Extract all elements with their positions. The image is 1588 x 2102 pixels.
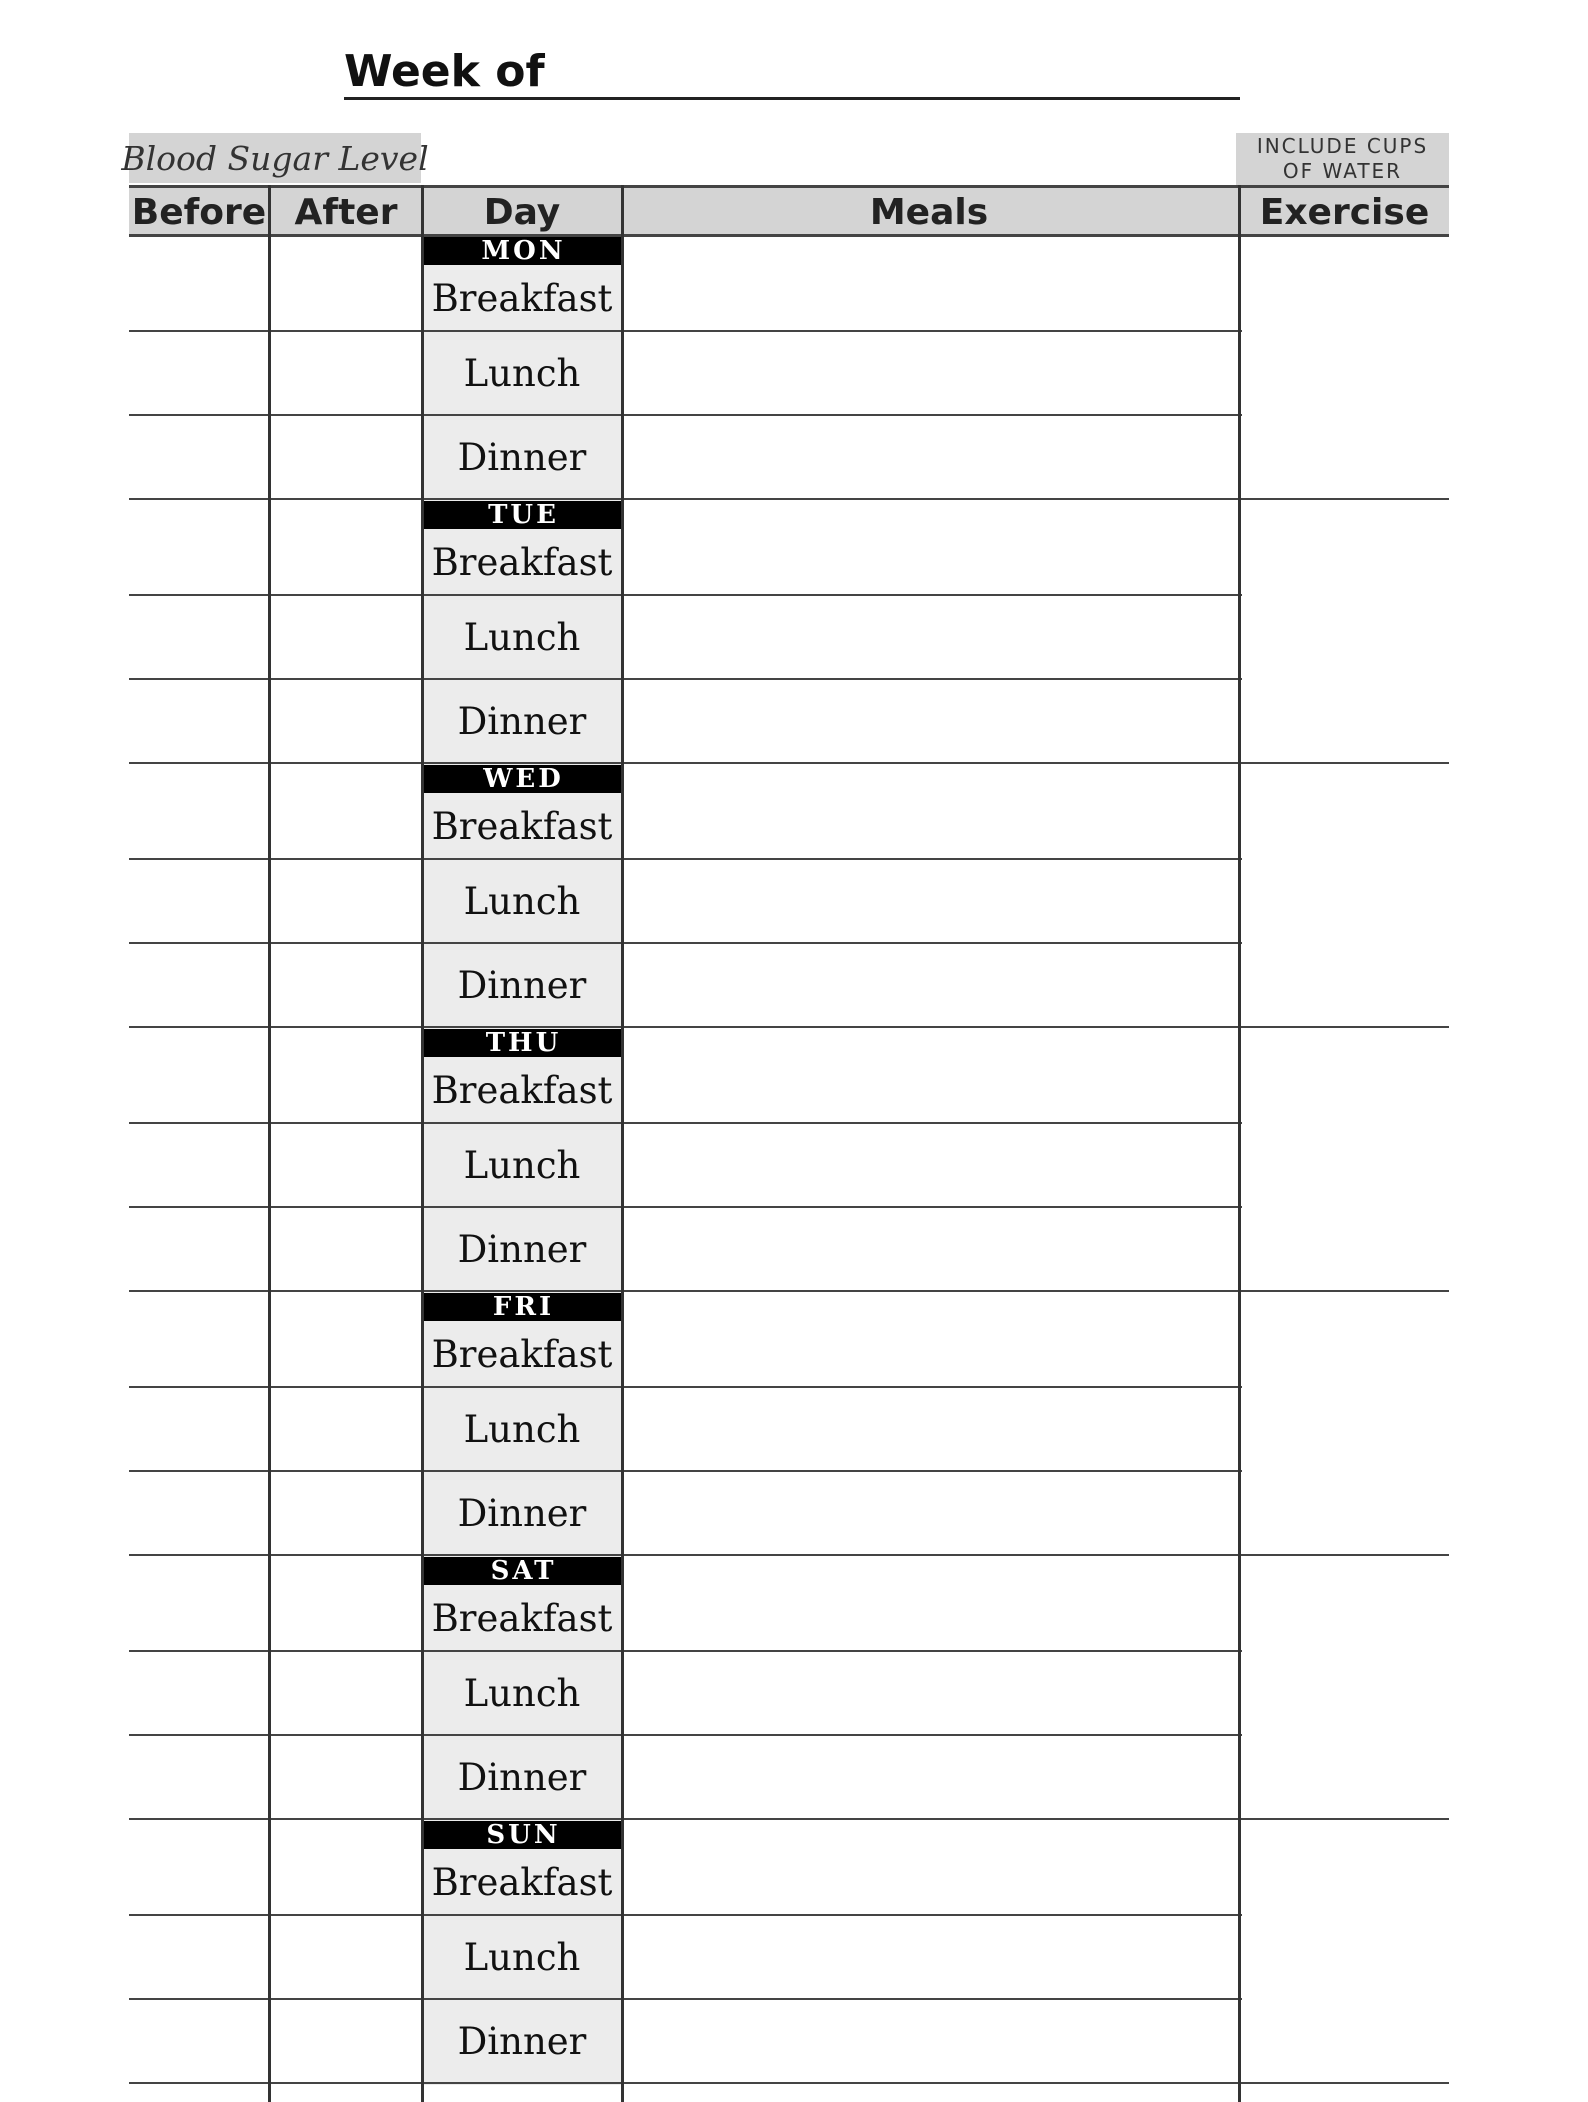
column-divider-1 bbox=[421, 185, 424, 2102]
before-entry-cell[interactable] bbox=[129, 1321, 268, 1387]
column-divider-0 bbox=[268, 185, 271, 2102]
meal-slot-label-sun-0: Breakfast bbox=[431, 1860, 613, 1904]
meals-entry-cell[interactable] bbox=[624, 331, 1238, 415]
after-entry-cell[interactable] bbox=[271, 1651, 421, 1735]
meals-entry-cell[interactable] bbox=[624, 595, 1238, 679]
after-entry-cell[interactable] bbox=[271, 595, 421, 679]
column-divider-2 bbox=[621, 185, 624, 2102]
after-entry-cell[interactable] bbox=[271, 1321, 421, 1387]
before-entry-cell[interactable] bbox=[129, 1123, 268, 1207]
meal-slot-label-fri-0: Breakfast bbox=[431, 1332, 613, 1376]
day-banner-tue: TUE bbox=[423, 501, 624, 529]
before-entry-cell[interactable] bbox=[129, 1471, 268, 1555]
meal-slot-label-mon-1: Lunch bbox=[463, 351, 581, 395]
column-header-day: Day bbox=[483, 191, 561, 233]
after-entry-cell[interactable] bbox=[271, 859, 421, 943]
after-entry-cell[interactable] bbox=[271, 1915, 421, 1999]
meals-entry-cell[interactable] bbox=[624, 793, 1238, 859]
meal-slot-label-wed-0: Breakfast bbox=[431, 804, 613, 848]
before-entry-cell[interactable] bbox=[129, 1207, 268, 1291]
column-divider-3 bbox=[1238, 185, 1241, 2102]
column-header-after: After bbox=[294, 191, 398, 233]
before-entry-cell[interactable] bbox=[129, 1915, 268, 1999]
after-entry-cell[interactable] bbox=[271, 1471, 421, 1555]
exercise-entry-cell[interactable] bbox=[1241, 765, 1449, 1029]
meal-slot-label-fri-1: Lunch bbox=[463, 1407, 581, 1451]
water-note bbox=[1236, 133, 1449, 185]
exercise-entry-cell[interactable] bbox=[1241, 1557, 1449, 1821]
week-of-write-line[interactable] bbox=[344, 97, 1240, 100]
day-banner-sat: SAT bbox=[423, 1557, 624, 1585]
after-entry-cell[interactable] bbox=[271, 1387, 421, 1471]
before-entry-cell[interactable] bbox=[129, 1387, 268, 1471]
after-entry-cell[interactable] bbox=[271, 943, 421, 1027]
meal-slot-label-tue-2: Dinner bbox=[457, 699, 587, 743]
water-note-line-1: INCLUDE CUPS bbox=[1256, 134, 1429, 158]
meals-entry-cell[interactable] bbox=[624, 1849, 1238, 1915]
meal-slot-label-mon-2: Dinner bbox=[457, 435, 587, 479]
before-entry-cell[interactable] bbox=[129, 793, 268, 859]
column-header-exercise: Exercise bbox=[1259, 191, 1430, 233]
before-entry-cell[interactable] bbox=[129, 1999, 268, 2083]
before-entry-cell[interactable] bbox=[129, 415, 268, 499]
after-entry-cell[interactable] bbox=[271, 1057, 421, 1123]
after-entry-cell[interactable] bbox=[271, 1585, 421, 1651]
meals-entry-cell[interactable] bbox=[624, 1915, 1238, 1999]
after-entry-cell[interactable] bbox=[271, 1123, 421, 1207]
meal-slot-label-sat-0: Breakfast bbox=[431, 1596, 613, 1640]
exercise-entry-cell[interactable] bbox=[1241, 1293, 1449, 1557]
meal-slot-label-mon-0: Breakfast bbox=[431, 276, 613, 320]
before-entry-cell[interactable] bbox=[129, 1585, 268, 1651]
meals-entry-cell[interactable] bbox=[624, 1585, 1238, 1651]
before-entry-cell[interactable] bbox=[129, 265, 268, 331]
meals-entry-cell[interactable] bbox=[624, 679, 1238, 763]
meals-entry-cell[interactable] bbox=[624, 265, 1238, 331]
week-of-label: Week of bbox=[344, 46, 545, 97]
before-entry-cell[interactable] bbox=[129, 679, 268, 763]
day-banner-mon: MON bbox=[423, 237, 624, 265]
meals-entry-cell[interactable] bbox=[624, 1999, 1238, 2083]
exercise-entry-cell[interactable] bbox=[1241, 1029, 1449, 1293]
column-header-meals: Meals bbox=[869, 191, 989, 233]
meals-entry-cell[interactable] bbox=[624, 1123, 1238, 1207]
meals-entry-cell[interactable] bbox=[624, 1207, 1238, 1291]
meal-slot-label-tue-1: Lunch bbox=[463, 615, 581, 659]
meals-entry-cell[interactable] bbox=[624, 1471, 1238, 1555]
after-entry-cell[interactable] bbox=[271, 331, 421, 415]
before-entry-cell[interactable] bbox=[129, 595, 268, 679]
meals-entry-cell[interactable] bbox=[624, 943, 1238, 1027]
after-entry-cell[interactable] bbox=[271, 679, 421, 763]
after-entry-cell[interactable] bbox=[271, 529, 421, 595]
after-entry-cell[interactable] bbox=[271, 1999, 421, 2083]
meal-slot-label-wed-2: Dinner bbox=[457, 963, 587, 1007]
exercise-entry-cell[interactable] bbox=[1241, 237, 1449, 501]
meal-slot-label-thu-0: Breakfast bbox=[431, 1068, 613, 1112]
meals-entry-cell[interactable] bbox=[624, 1387, 1238, 1471]
meals-entry-cell[interactable] bbox=[624, 1651, 1238, 1735]
before-entry-cell[interactable] bbox=[129, 331, 268, 415]
meals-entry-cell[interactable] bbox=[624, 529, 1238, 595]
meal-slot-label-thu-1: Lunch bbox=[463, 1143, 581, 1187]
after-entry-cell[interactable] bbox=[271, 415, 421, 499]
after-entry-cell[interactable] bbox=[271, 1735, 421, 1819]
meals-entry-cell[interactable] bbox=[624, 859, 1238, 943]
meal-slot-label-sat-1: Lunch bbox=[463, 1671, 581, 1715]
before-entry-cell[interactable] bbox=[129, 1057, 268, 1123]
blood-sugar-level-label: Blood Sugar Level bbox=[129, 133, 421, 183]
water-note-line-2: OF WATER bbox=[1282, 159, 1403, 183]
meal-slot-label-thu-2: Dinner bbox=[457, 1227, 587, 1271]
after-entry-cell[interactable] bbox=[271, 1849, 421, 1915]
after-entry-cell[interactable] bbox=[271, 793, 421, 859]
day-banner-wed: WED bbox=[423, 765, 624, 793]
column-header-before: Before bbox=[131, 191, 267, 233]
meal-slot-label-sun-2: Dinner bbox=[457, 2019, 587, 2063]
meal-slot-label-fri-2: Dinner bbox=[457, 1491, 587, 1535]
after-entry-cell[interactable] bbox=[271, 265, 421, 331]
day-banner-sun: SUN bbox=[423, 1821, 624, 1849]
meal-slot-label-tue-0: Breakfast bbox=[431, 540, 613, 584]
meals-entry-cell[interactable] bbox=[624, 1321, 1238, 1387]
before-entry-cell[interactable] bbox=[129, 529, 268, 595]
meal-slot-label-sun-1: Lunch bbox=[463, 1935, 581, 1979]
day-banner-fri: FRI bbox=[423, 1293, 624, 1321]
before-entry-cell[interactable] bbox=[129, 859, 268, 943]
exercise-entry-cell[interactable] bbox=[1241, 501, 1449, 765]
after-entry-cell[interactable] bbox=[271, 1207, 421, 1291]
meal-slot-label-wed-1: Lunch bbox=[463, 879, 581, 923]
exercise-entry-cell[interactable] bbox=[1241, 1821, 1449, 2085]
day-banner-thu: THU bbox=[423, 1029, 624, 1057]
meals-entry-cell[interactable] bbox=[624, 1057, 1238, 1123]
before-entry-cell[interactable] bbox=[129, 1735, 268, 1819]
meals-entry-cell[interactable] bbox=[624, 415, 1238, 499]
before-entry-cell[interactable] bbox=[129, 1849, 268, 1915]
meals-entry-cell[interactable] bbox=[624, 1735, 1238, 1819]
before-entry-cell[interactable] bbox=[129, 1651, 268, 1735]
meal-slot-label-sat-2: Dinner bbox=[457, 1755, 587, 1799]
before-entry-cell[interactable] bbox=[129, 943, 268, 1027]
